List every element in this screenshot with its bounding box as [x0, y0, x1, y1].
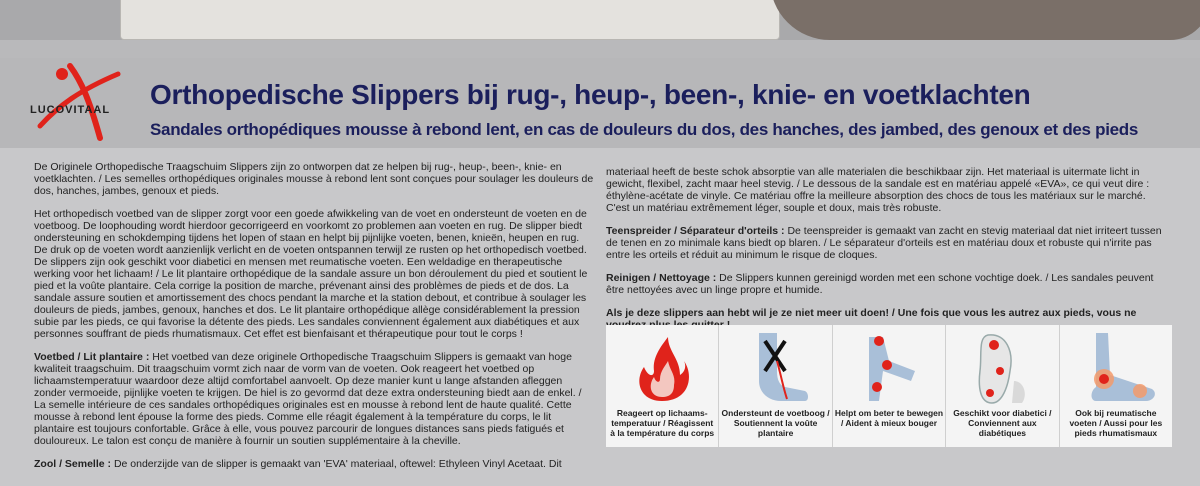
teen-label: Teenspreider / Séparateur d'orteils : — [606, 225, 785, 237]
feature-caption: Reageert op lichaams-temperatuur / Réagissent à la température du corps — [610, 408, 715, 438]
page-subtitle: Sandales orthopédiques mousse à rebond lent, en cas de douleurs du dos, des hanches, des jambed, des genoux et des pieds — [150, 120, 1139, 139]
legs-joints-icon — [839, 331, 939, 407]
rheumatic-foot-icon — [1066, 331, 1166, 407]
feature-arch — [719, 325, 832, 447]
feature-diabetic — [946, 325, 1059, 447]
closing-text: Als je deze slippers aan hebt wil je ze niet meer uit doen! / Une fois que vous les autrez aux pieds, vous ne — [606, 307, 1137, 319]
teenspreider-paragraph — [606, 225, 1172, 261]
feature-caption: Geschikt voor diabetici / Conviennent aux diabétiques — [953, 408, 1052, 438]
foot-arch-icon — [725, 331, 825, 407]
feature-temperature — [606, 325, 719, 447]
feature-icons-strip — [606, 325, 1172, 447]
zool-text: De onderzijde van de slipper is gemaakt van 'EVA' materiaal, oftewel: Ethyleen Vinyl Acetaat. Dit — [111, 458, 562, 470]
clean-text: De Slippers kunnen gereinigd worden met een schone vochtige doek. / Les sandales peuvent être nettoyées avec un linge propre et humide. — [606, 272, 1154, 296]
feature-movement — [833, 325, 946, 447]
feature-caption: Ondersteunt de voetboog / Soutiennent la voûte plantaire — [721, 408, 830, 438]
flame-foot-icon — [612, 331, 712, 407]
page-title: Orthopedische Slippers bij rug-, heup-, been-, knie- en voetklachten — [150, 79, 1031, 110]
left-text-column — [34, 161, 594, 481]
voetbed-text: Het voetbed van deze originele Orthopedische Traagschuim Slippers is gemaakt van hoge kwaliteit traagschuim. Dit traagschuim vormt zich naar de vorm van de voeten. Ook reageert het voetbed op lichaamstemperatuur waardoor deze altijd comfortabel aanvoelt. Op deze manier kunt u lange afstanden afleggen zonder vermoeide, pijnlijke voeten te krijgen. De hiel is zo gevormd dat deze extra ondersteuning biedt aan de enkel. / La semelle intérieure de ces sandales orthopédiques originales est en mousse à rebond lent de haute qualité. Cette mousse à rebond lent épouse la forme des pieds. Comme elle réagit également à la température du corps, le lit plantaire est toujours confortable. Grâce à elle, vous pouvez parcourir de longues distances sans pieds fatigués et douloureux. Le talon est conçu de manière à fournir un soutien supplémentaire à la cheville. — [34, 351, 582, 447]
zool-paragraph — [34, 458, 594, 470]
feature-rheumatic — [1060, 325, 1172, 447]
body-paragraph: Het orthopedisch voetbed van de slipper zorgt voor een goede afwikkeling van de voet en ondersteunt de voeten en de voetboog. De loophouding wordt hierdoor gecorrigeerd en voorkomt zo problemen aan voeten en rug. De slipper biedt ondersteuning en schokdemping tijdens het lopen of staan en helpt bij pijnlijke voeten, benen, knieën, heupen en rug. De druk op de voeten wordt aanzienlijk verlicht en de voeten ontspannen terwijl ze rusten op het orthopedisch voetbed. De slippers zijn ook geschikt voor diabetici en mensen met reumatische voeten. Een weldadige en therapeutische werking voor het lichaam! / Le lit plantaire orthopédique de la sandale assure un bon déroulement du pied et soutient le pied et la voûte plantaire. Cela corrige la position de marche, prévenant ainsi des problèmes de pieds et de dos. La sandale assure soutien et amortissement des chocs pendant la marche et la station debout, et contribue à soulager les douleurs de pieds, jambes, genoux, hanches et dos. Le lit plantaire orthopédique allège considérablement la pression subie par les pieds, ce qui favorise la détente des pieds. Les sandales conviennent également aux diabétiques et aux personnes souffrant de pieds rhumatismaux. Cet effet est bienfaisant et thérapeutique pour tout le corps ! — [34, 208, 588, 340]
material-paragraph: materiaal heeft de beste schok absorptie van alle materialen die beschikbaar zijn. Het materiaal is uitermate licht in gewicht, flexibel, zacht maar heel stevig. / Le dessous de la sandale est en matériau appelé «EVA», ce qui veut dire : éthylène-acétate de vinyle. Ce matériau offre la meilleure absorption des chocs de tous les matériaux sur le marché. C'est un matériau extrêmement léger, souple et doux, mais très robuste. — [606, 166, 1150, 214]
clean-paragraph — [606, 272, 1172, 296]
voetbed-label: Voetbed / Lit plantaire : — [34, 351, 150, 363]
feature-caption: Ook bij reumatische voeten / Aussi pour les pieds rhumatismaux — [1069, 408, 1163, 438]
feature-caption: Helpt om beter te bewegen / Aident à mieux bouger — [834, 408, 944, 428]
product-photo-strip — [0, 0, 1200, 58]
diabetic-foot-icon — [952, 331, 1052, 407]
brand-name: LUCOVITAAL — [30, 104, 111, 116]
teen-text: De teenspreider is gemaakt van zacht en stevig materiaal dat niet irriteert tussen de tenen en zo minimale kans biedt op blaren. / Le séparateur d'orteils est en matériau doux et robuste qui n'irrite pas entre les orteils et réduit au minimum le risque de cloques. — [606, 225, 1162, 261]
zool-label: Zool / Semelle : — [34, 458, 112, 470]
voetbed-paragraph — [34, 351, 594, 447]
lucovitaal-logo — [22, 62, 132, 142]
clean-label: Reinigen / Nettoyage : — [606, 272, 717, 284]
intro-paragraph: De Originele Orthopedische Traagschuim Slippers zijn zo ontworpen dat ze helpen bij rug-, heup-, been-, knie- en voetklachten. / Les semelles orthopédiques originales mousse à rebond lent sont conçues pour soulager les douleurs de dos, hanches, jambes, genoux et pieds. — [34, 161, 594, 197]
right-text-column — [606, 166, 1172, 342]
